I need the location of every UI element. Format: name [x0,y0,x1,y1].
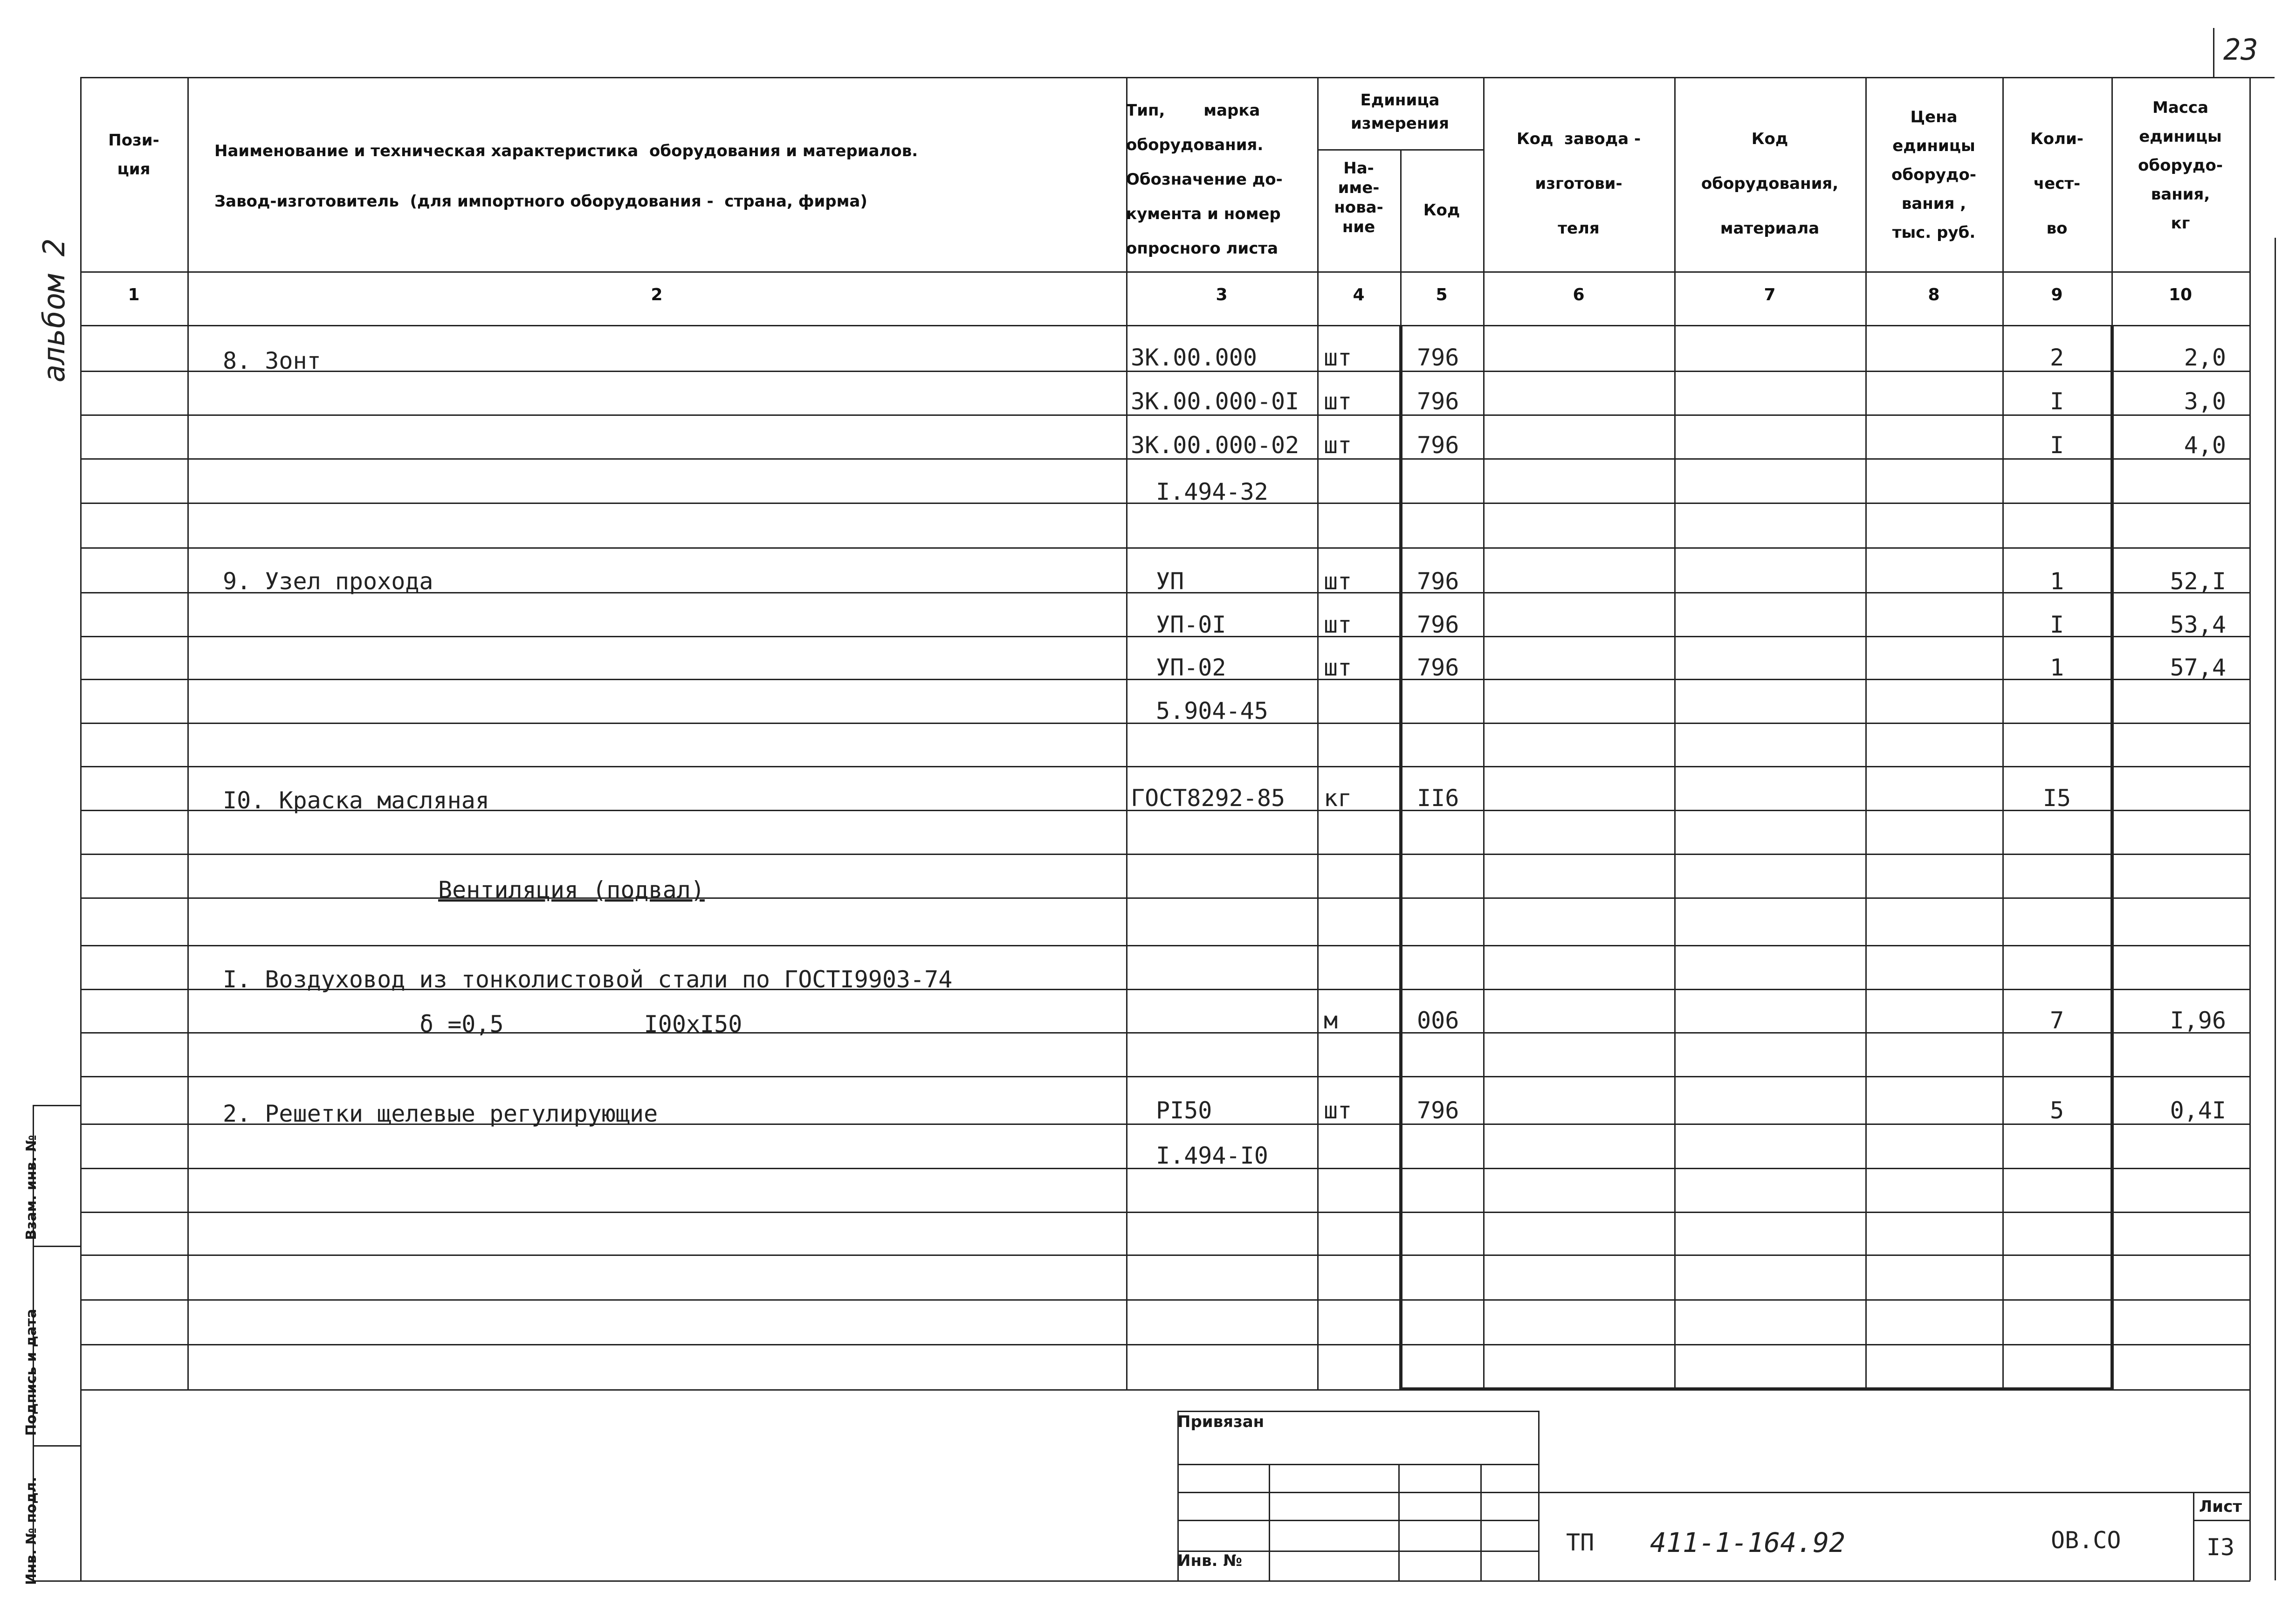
row-qty: 1 [2049,568,2064,595]
side-label-inv-podl: Инв. № подл. [23,1476,40,1585]
album-label: альбом 2 [37,238,72,382]
row-mass: 53,4 [2170,611,2226,638]
row-qty: 1 [2049,654,2064,681]
header-equipment-code: Код оборудования, материала [1701,130,1839,238]
row-unit: шт [1324,432,1352,459]
row-type: PI50 [1156,1097,1212,1124]
row-qty: 2 [2049,344,2064,371]
grid-line [2249,77,2251,1580]
column-number: 4 [1353,285,1365,304]
row-qty: 7 [2049,1007,2064,1034]
row-mass: 4,0 [2184,432,2226,459]
grid-line [1126,77,1127,1389]
grid-line [80,897,2250,899]
grid-line [80,945,2250,946]
row-qty: I5 [2042,785,2071,812]
section-title: Вентиляция (подвал) [438,876,705,903]
header-name: Наименование и техническая характеристика оборудования и материалов. Завод-изготовитель (для импортного оборудования - страна, фирма) [214,142,918,211]
stamp-privyazan: Привязан [1177,1413,1265,1431]
grid-line [2002,77,2004,1389]
grid-line [80,1032,2250,1034]
grid-line [80,325,2250,326]
header-unit-name: На- име- нова- ние [1334,159,1383,236]
row-unit: шт [1324,344,1352,371]
grid-line [1399,325,1402,1389]
row-qty: I [2049,432,2064,459]
stamp-sheet-number: I3 [2206,1534,2235,1561]
grid-line [1177,1411,1538,1412]
grid-line [1674,77,1676,1389]
column-number: 8 [1928,285,1940,304]
grid-line [80,1255,2250,1256]
grid-line [80,547,2250,549]
grid-line [2213,28,2214,77]
grid-line [1865,77,1867,1389]
grid-line [2193,1520,2250,1521]
row-code: 796 [1417,654,1459,681]
row-name: I0. Краска масляная [223,787,489,814]
grid-line [33,1246,80,1247]
row-code: 796 [1417,432,1459,459]
row-mass: I,96 [2170,1007,2226,1034]
grid-line [80,271,2250,273]
row-code: 796 [1417,611,1459,638]
header-type: Тип, марка оборудования. Обозначение до- кумента и номер опросного листа [1126,101,1283,258]
grid-line [2275,238,2276,1580]
grid-line [33,1580,80,1582]
row-type: УП [1156,568,1184,595]
row-type: УП-0I [1156,611,1226,638]
grid-line [1398,1464,1400,1580]
grid-line [80,77,2250,78]
row-mass: 52,I [2170,568,2226,595]
row-name: I. Воздуховод из тонколистовой стали по ГОСТI9903-74 [223,966,953,993]
grid-line [1269,1464,1270,1580]
row-code: II6 [1417,785,1459,812]
grid-line [80,854,2250,855]
row-code: 796 [1417,388,1459,415]
side-label-vzam: Взам. инв. № [23,1135,40,1240]
grid-line [1480,1464,1482,1580]
grid-line [2110,325,2114,1389]
row-type: ГОСТ8292-85 [1131,785,1285,812]
grid-line [80,1389,2250,1391]
stamp-sheet-label: Лист [2199,1497,2242,1516]
row-type: ЗК.00.000 [1131,344,1257,371]
row-unit: шт [1324,654,1352,681]
grid-line [33,1445,80,1447]
row-mass: 57,4 [2170,654,2226,681]
grid-line [80,1212,2250,1213]
row-code: 006 [1417,1007,1459,1034]
grid-line [1177,1492,1538,1493]
row-unit: шт [1324,1097,1352,1124]
grid-line [187,77,189,1389]
column-number: 6 [1573,285,1585,304]
row-mass: 2,0 [2184,344,2226,371]
row-type: 5.904-45 [1156,697,1268,724]
row-qty: I [2049,388,2064,415]
header-unit-group: Единица измерения [1351,91,1449,133]
page-number: 23 [2223,33,2258,67]
row-unit: шт [1324,388,1352,415]
header-plant-code: Код завода - изготови- теля [1516,130,1641,238]
column-number: 3 [1216,285,1228,304]
stamp-section: ОВ.СО [2051,1527,2121,1554]
column-number: 1 [128,285,140,304]
column-number: 2 [651,285,663,304]
grid-line [1538,1492,2250,1493]
grid-line [2213,77,2275,78]
header-price: Цена единицы оборудо- вания , тыс. руб. [1891,108,1976,242]
row-name: 8. Зонт [223,347,321,374]
header-position: Пози- ция [108,131,159,179]
grid-line [33,1105,80,1106]
stamp-inv-no: Инв. № [1177,1551,1243,1570]
grid-line [1538,1411,1540,1580]
column-number: 9 [2051,285,2063,304]
row-unit: кг [1324,785,1352,812]
grid-line [1483,77,1485,1389]
grid-line [1177,1520,1538,1521]
row-type: I.494-32 [1156,478,1268,505]
row-qty: I [2049,611,2064,638]
row-type: УП-02 [1156,654,1226,681]
header-mass: Масса единицы оборудо- вания, кг [2138,98,2223,233]
row-name: δ =0,5 I00xI50 [419,1011,742,1038]
row-name: 2. Решетки щелевые регулирующие [223,1100,658,1127]
row-name: 9. Узел прохода [223,568,433,595]
stamp-designation: 411-1-164.92 [1650,1527,1846,1558]
grid-line [80,766,2250,767]
side-label-podpis: Подпись и дата [23,1309,40,1436]
row-mass: 0,4I [2170,1097,2226,1124]
row-type: ЗК.00.000-02 [1131,432,1299,459]
column-number: 10 [2168,285,2193,304]
header-quantity: Коли- чест- во [2030,130,2083,238]
row-code: 796 [1417,344,1459,371]
grid-line [1177,1464,1538,1465]
row-type: ЗК.00.000-0I [1131,388,1299,415]
grid-line [1317,77,1319,1389]
column-number: 7 [1764,285,1776,304]
row-mass: 3,0 [2184,388,2226,415]
row-unit: м [1324,1007,1338,1034]
grid-line [80,1344,2250,1345]
row-unit: шт [1324,611,1352,638]
row-code: 796 [1417,568,1459,595]
row-qty: 5 [2049,1097,2064,1124]
row-unit: шт [1324,568,1352,595]
grid-line [80,1076,2250,1077]
stamp-designation-prefix: ТП [1566,1529,1595,1556]
row-code: 796 [1417,1097,1459,1124]
header-unit-code: Код [1423,201,1460,220]
grid-line [80,1580,2250,1582]
column-number: 5 [1436,285,1448,304]
grid-line [80,1299,2250,1301]
row-type: I.494-I0 [1156,1142,1268,1169]
